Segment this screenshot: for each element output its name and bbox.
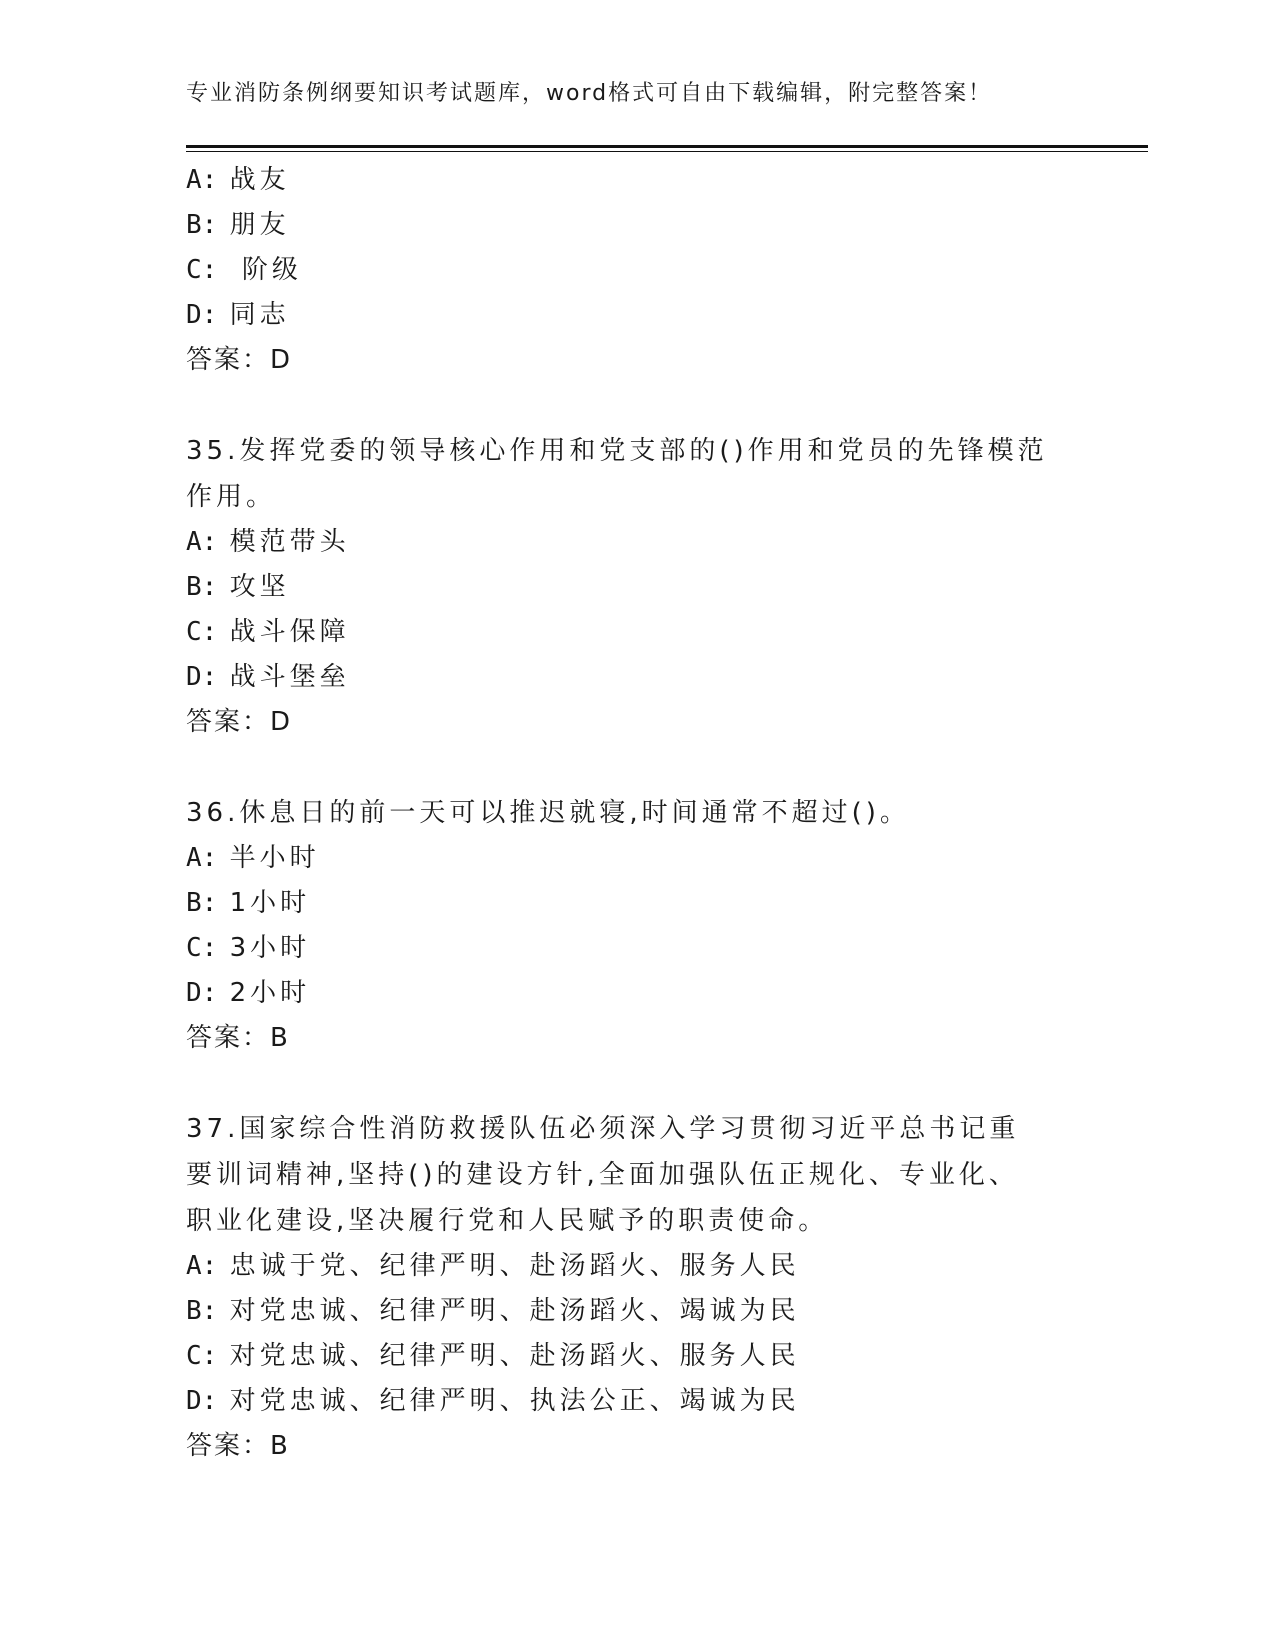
option-b	[186, 565, 1086, 610]
option-text: 对党忠诚、纪律严明、执法公正、竭诚为民	[229, 1386, 800, 1416]
option-d	[186, 655, 1086, 700]
option-a	[186, 836, 1086, 881]
option-letter: B:	[186, 210, 218, 240]
option-text: 半小时	[229, 843, 320, 873]
option-d	[186, 971, 1086, 1016]
option-text: 战斗保障	[229, 617, 350, 647]
spacer	[186, 1061, 1086, 1106]
answer-line: 答案：B	[186, 1431, 290, 1461]
option-d	[186, 1379, 1086, 1424]
option-text: 对党忠诚、纪律严明、赴汤蹈火、服务人民	[229, 1341, 800, 1371]
option-letter: B:	[186, 1296, 218, 1326]
option-letter: D:	[186, 300, 218, 330]
option-letter: D:	[186, 662, 218, 692]
option-letter: D:	[186, 978, 218, 1008]
option-text: 2小时	[229, 978, 311, 1008]
option-text: 阶级	[229, 255, 302, 285]
option-a	[186, 158, 1086, 203]
option-letter: C:	[186, 933, 218, 963]
option-letter: C:	[186, 255, 218, 285]
option-text: 同志	[229, 300, 290, 330]
option-letter: C:	[186, 1341, 218, 1371]
option-letter: A:	[186, 527, 218, 557]
option-b	[186, 881, 1086, 926]
option-letter: A:	[186, 165, 218, 195]
page-header-title: 专业消防条例纲要知识考试题库，word格式可自由下载编辑，附完整答案！	[186, 81, 993, 106]
question-text: 36.休息日的前一天可以推迟就寝,时间通常不超过()。	[186, 798, 910, 828]
option-letter: A:	[186, 843, 218, 873]
question-35	[186, 428, 1086, 745]
option-letter: A:	[186, 1251, 218, 1281]
option-letter: D:	[186, 1386, 218, 1416]
option-d	[186, 293, 1086, 338]
option-letter: B:	[186, 888, 218, 918]
option-text: 3小时	[229, 933, 311, 963]
option-letter: C:	[186, 617, 218, 647]
option-text: 模范带头	[229, 527, 350, 557]
answer-line: 答案：B	[186, 1023, 290, 1053]
header-rule-thin	[186, 151, 1148, 152]
option-b	[186, 203, 1086, 248]
option-a	[186, 520, 1086, 565]
option-text: 战友	[229, 165, 290, 195]
answer-line: 答案：D	[186, 345, 293, 375]
answer-line: 答案：D	[186, 707, 293, 737]
question-text: 37.国家综合性消防救援队伍必须深入学习贯彻习近平总书记重要训词精神,坚持()的建设方针,全面加强队伍正规化、专业化、职业化建设,坚决履行党和人民赋予的职责使命。	[186, 1114, 1020, 1236]
header-rule-thick	[186, 145, 1148, 148]
option-letter: B:	[186, 572, 218, 602]
option-text: 战斗堡垒	[229, 662, 350, 692]
option-c	[186, 610, 1086, 655]
question-36	[186, 790, 1086, 1061]
option-text: 攻坚	[229, 572, 290, 602]
option-text: 忠诚于党、纪律严明、赴汤蹈火、服务人民	[229, 1251, 800, 1281]
spacer	[186, 745, 1086, 790]
option-c	[186, 248, 1086, 293]
option-a	[186, 1244, 1086, 1289]
question-content	[186, 158, 1086, 1469]
option-text: 朋友	[229, 210, 290, 240]
question-34	[186, 158, 1086, 383]
option-b	[186, 1289, 1086, 1334]
option-c	[186, 926, 1086, 971]
option-text: 1小时	[229, 888, 311, 918]
question-text: 35.发挥党委的领导核心作用和党支部的()作用和党员的先锋模范作用。	[186, 436, 1048, 512]
option-c	[186, 1334, 1086, 1379]
option-text: 对党忠诚、纪律严明、赴汤蹈火、竭诚为民	[229, 1296, 800, 1326]
question-37	[186, 1106, 1086, 1469]
spacer	[186, 383, 1086, 428]
